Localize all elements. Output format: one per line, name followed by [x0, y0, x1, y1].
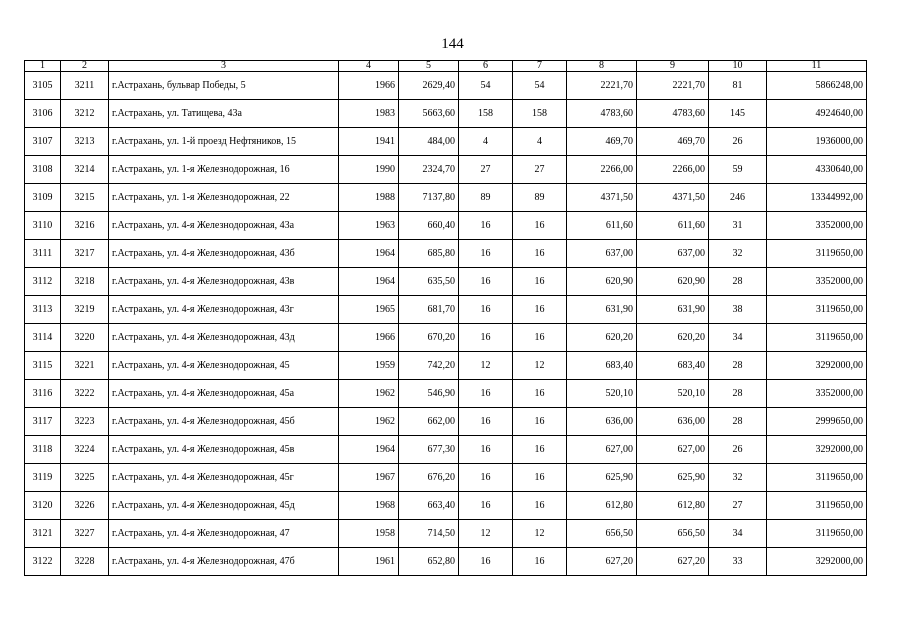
- living-area-alt-cell: 656,50: [637, 520, 709, 548]
- address-cell: г.Астрахань, ул. 4-я Железнодорожная, 45г: [109, 464, 339, 492]
- units-total-cell: 16: [459, 408, 513, 436]
- address-cell: г.Астрахань, ул. 4-я Железнодорожная, 43г: [109, 296, 339, 324]
- living-area-alt-cell: 625,90: [637, 464, 709, 492]
- units-residential-cell: 16: [513, 436, 567, 464]
- year-built-cell: 1964: [339, 240, 399, 268]
- address-cell: г.Астрахань, ул. 4-я Железнодорожная, 45д: [109, 492, 339, 520]
- units-residential-cell: 16: [513, 492, 567, 520]
- column-number: 11: [767, 61, 867, 72]
- address-cell: г.Астрахань, ул. 4-я Железнодорожная, 45в: [109, 436, 339, 464]
- record-id-cell: 3228: [61, 548, 109, 576]
- total-area-cell: 685,80: [399, 240, 459, 268]
- total-area-cell: 2324,70: [399, 156, 459, 184]
- living-area-alt-cell: 637,00: [637, 240, 709, 268]
- total-area-cell: 742,20: [399, 352, 459, 380]
- year-built-cell: 1962: [339, 408, 399, 436]
- living-area-alt-cell: 520,10: [637, 380, 709, 408]
- residents-count-cell: 33: [709, 548, 767, 576]
- address-cell: г.Астрахань, ул. 1-й проезд Нефтяников, 15: [109, 128, 339, 156]
- residents-count-cell: 32: [709, 464, 767, 492]
- units-residential-cell: 16: [513, 408, 567, 436]
- address-cell: г.Астрахань, ул. 4-я Железнодорожная, 45а: [109, 380, 339, 408]
- living-area-cell: 520,10: [567, 380, 637, 408]
- column-number: 2: [61, 61, 109, 72]
- column-number: 9: [637, 61, 709, 72]
- column-number: 5: [399, 61, 459, 72]
- residents-count-cell: 32: [709, 240, 767, 268]
- units-total-cell: 16: [459, 436, 513, 464]
- year-built-cell: 1966: [339, 324, 399, 352]
- total-area-cell: 7137,80: [399, 184, 459, 212]
- units-total-cell: 16: [459, 268, 513, 296]
- residents-count-cell: 246: [709, 184, 767, 212]
- units-total-cell: 54: [459, 72, 513, 100]
- living-area-cell: 636,00: [567, 408, 637, 436]
- table-row: [25, 520, 867, 548]
- total-area-cell: 663,40: [399, 492, 459, 520]
- units-residential-cell: 16: [513, 380, 567, 408]
- address-cell: г.Астрахань, ул. 4-я Железнодорожная, 43в: [109, 268, 339, 296]
- address-cell: г.Астрахань, ул. 4-я Железнодорожная, 43б: [109, 240, 339, 268]
- year-built-cell: 1968: [339, 492, 399, 520]
- living-area-cell: 625,90: [567, 464, 637, 492]
- record-id-cell: 3214: [61, 156, 109, 184]
- address-cell: г.Астрахань, ул. 4-я Железнодорожная, 47: [109, 520, 339, 548]
- residents-count-cell: 26: [709, 436, 767, 464]
- units-total-cell: 27: [459, 156, 513, 184]
- living-area-cell: 4783,60: [567, 100, 637, 128]
- total-area-cell: 546,90: [399, 380, 459, 408]
- record-id-cell: 3213: [61, 128, 109, 156]
- column-number: 3: [109, 61, 339, 72]
- living-area-alt-cell: 627,20: [637, 548, 709, 576]
- year-built-cell: 1963: [339, 212, 399, 240]
- units-residential-cell: 54: [513, 72, 567, 100]
- record-id-cell: 3216: [61, 212, 109, 240]
- living-area-cell: 620,20: [567, 324, 637, 352]
- row-index-cell: 3105: [25, 72, 61, 100]
- record-id-cell: 3212: [61, 100, 109, 128]
- total-area-cell: 5663,60: [399, 100, 459, 128]
- year-built-cell: 1983: [339, 100, 399, 128]
- living-area-cell: 612,80: [567, 492, 637, 520]
- row-index-cell: 3119: [25, 464, 61, 492]
- living-area-alt-cell: 620,90: [637, 268, 709, 296]
- amount-cell: 3119650,00: [767, 296, 867, 324]
- row-index-cell: 3112: [25, 268, 61, 296]
- column-number: 10: [709, 61, 767, 72]
- year-built-cell: 1964: [339, 268, 399, 296]
- amount-cell: 3352000,00: [767, 380, 867, 408]
- address-cell: г.Астрахань, бульвар Победы, 5: [109, 72, 339, 100]
- row-index-cell: 3117: [25, 408, 61, 436]
- amount-cell: 5866248,00: [767, 72, 867, 100]
- total-area-cell: 714,50: [399, 520, 459, 548]
- units-total-cell: 16: [459, 464, 513, 492]
- units-total-cell: 16: [459, 212, 513, 240]
- living-area-cell: 2266,00: [567, 156, 637, 184]
- units-total-cell: 16: [459, 240, 513, 268]
- year-built-cell: 1964: [339, 436, 399, 464]
- living-area-cell: 620,90: [567, 268, 637, 296]
- column-number: 6: [459, 61, 513, 72]
- address-cell: г.Астрахань, ул. 1-я Железнодорожная, 16: [109, 156, 339, 184]
- living-area-alt-cell: 620,20: [637, 324, 709, 352]
- year-built-cell: 1959: [339, 352, 399, 380]
- table-row: [25, 212, 867, 240]
- record-id-cell: 3223: [61, 408, 109, 436]
- row-index-cell: 3113: [25, 296, 61, 324]
- living-area-alt-cell: 2266,00: [637, 156, 709, 184]
- residents-count-cell: 28: [709, 380, 767, 408]
- units-total-cell: 89: [459, 184, 513, 212]
- amount-cell: 1936000,00: [767, 128, 867, 156]
- address-cell: г.Астрахань, ул. 4-я Железнодорожная, 45б: [109, 408, 339, 436]
- total-area-cell: 677,30: [399, 436, 459, 464]
- record-id-cell: 3225: [61, 464, 109, 492]
- row-index-cell: 3121: [25, 520, 61, 548]
- residents-count-cell: 28: [709, 268, 767, 296]
- table-row: [25, 436, 867, 464]
- living-area-cell: 2221,70: [567, 72, 637, 100]
- column-number: 1: [25, 61, 61, 72]
- residents-count-cell: 38: [709, 296, 767, 324]
- units-total-cell: 16: [459, 492, 513, 520]
- amount-cell: 3352000,00: [767, 268, 867, 296]
- row-index-cell: 3111: [25, 240, 61, 268]
- record-id-cell: 3218: [61, 268, 109, 296]
- total-area-cell: 676,20: [399, 464, 459, 492]
- address-cell: г.Астрахань, ул. Татищева, 43а: [109, 100, 339, 128]
- amount-cell: 3119650,00: [767, 492, 867, 520]
- residents-count-cell: 26: [709, 128, 767, 156]
- record-id-cell: 3211: [61, 72, 109, 100]
- units-total-cell: 12: [459, 520, 513, 548]
- year-built-cell: 1990: [339, 156, 399, 184]
- residents-count-cell: 59: [709, 156, 767, 184]
- row-index-cell: 3106: [25, 100, 61, 128]
- table-row: [25, 100, 867, 128]
- units-residential-cell: 16: [513, 324, 567, 352]
- address-cell: г.Астрахань, ул. 1-я Железнодорожная, 22: [109, 184, 339, 212]
- row-index-cell: 3118: [25, 436, 61, 464]
- units-total-cell: 16: [459, 380, 513, 408]
- year-built-cell: 1967: [339, 464, 399, 492]
- residents-count-cell: 31: [709, 212, 767, 240]
- units-residential-cell: 27: [513, 156, 567, 184]
- total-area-cell: 662,00: [399, 408, 459, 436]
- amount-cell: 3119650,00: [767, 520, 867, 548]
- year-built-cell: 1962: [339, 380, 399, 408]
- living-area-alt-cell: 611,60: [637, 212, 709, 240]
- units-total-cell: 12: [459, 352, 513, 380]
- table-row: [25, 240, 867, 268]
- units-total-cell: 16: [459, 324, 513, 352]
- table-body: [25, 61, 867, 576]
- units-residential-cell: 158: [513, 100, 567, 128]
- year-built-cell: 1961: [339, 548, 399, 576]
- record-id-cell: 3217: [61, 240, 109, 268]
- living-area-alt-cell: 2221,70: [637, 72, 709, 100]
- table-row: [25, 128, 867, 156]
- table-row: [25, 268, 867, 296]
- record-id-cell: 3215: [61, 184, 109, 212]
- column-number: 8: [567, 61, 637, 72]
- total-area-cell: 635,50: [399, 268, 459, 296]
- total-area-cell: 670,20: [399, 324, 459, 352]
- amount-cell: 13344992,00: [767, 184, 867, 212]
- units-residential-cell: 16: [513, 212, 567, 240]
- table-row: [25, 548, 867, 576]
- residents-count-cell: 34: [709, 324, 767, 352]
- living-area-alt-cell: 683,40: [637, 352, 709, 380]
- units-residential-cell: 16: [513, 296, 567, 324]
- living-area-alt-cell: 4371,50: [637, 184, 709, 212]
- living-area-alt-cell: 627,00: [637, 436, 709, 464]
- residents-count-cell: 28: [709, 352, 767, 380]
- living-area-cell: 4371,50: [567, 184, 637, 212]
- page-number: 144: [441, 36, 464, 52]
- residents-count-cell: 34: [709, 520, 767, 548]
- total-area-cell: 681,70: [399, 296, 459, 324]
- year-built-cell: 1941: [339, 128, 399, 156]
- total-area-cell: 660,40: [399, 212, 459, 240]
- address-cell: г.Астрахань, ул. 4-я Железнодорожная, 47б: [109, 548, 339, 576]
- living-area-cell: 637,00: [567, 240, 637, 268]
- row-index-cell: 3108: [25, 156, 61, 184]
- record-id-cell: 3221: [61, 352, 109, 380]
- units-residential-cell: 16: [513, 268, 567, 296]
- units-total-cell: 16: [459, 296, 513, 324]
- row-index-cell: 3107: [25, 128, 61, 156]
- amount-cell: 4924640,00: [767, 100, 867, 128]
- residents-count-cell: 145: [709, 100, 767, 128]
- row-index-cell: 3115: [25, 352, 61, 380]
- table-row: [25, 352, 867, 380]
- residents-count-cell: 27: [709, 492, 767, 520]
- total-area-cell: 2629,40: [399, 72, 459, 100]
- housing-register-table: [24, 60, 867, 576]
- year-built-cell: 1988: [339, 184, 399, 212]
- living-area-alt-cell: 631,90: [637, 296, 709, 324]
- record-id-cell: 3219: [61, 296, 109, 324]
- year-built-cell: 1958: [339, 520, 399, 548]
- year-built-cell: 1966: [339, 72, 399, 100]
- row-index-cell: 3122: [25, 548, 61, 576]
- units-residential-cell: 16: [513, 240, 567, 268]
- amount-cell: 3292000,00: [767, 436, 867, 464]
- column-number: 7: [513, 61, 567, 72]
- table-row: [25, 408, 867, 436]
- living-area-cell: 627,00: [567, 436, 637, 464]
- total-area-cell: 652,80: [399, 548, 459, 576]
- address-cell: г.Астрахань, ул. 4-я Железнодорожная, 43а: [109, 212, 339, 240]
- total-area-cell: 484,00: [399, 128, 459, 156]
- living-area-cell: 683,40: [567, 352, 637, 380]
- units-total-cell: 158: [459, 100, 513, 128]
- units-residential-cell: 16: [513, 548, 567, 576]
- row-index-cell: 3110: [25, 212, 61, 240]
- table-row: [25, 72, 867, 100]
- row-index-cell: 3116: [25, 380, 61, 408]
- amount-cell: 3292000,00: [767, 548, 867, 576]
- residents-count-cell: 81: [709, 72, 767, 100]
- table-row: [25, 296, 867, 324]
- living-area-alt-cell: 612,80: [637, 492, 709, 520]
- year-built-cell: 1965: [339, 296, 399, 324]
- address-cell: г.Астрахань, ул. 4-я Железнодорожная, 43д: [109, 324, 339, 352]
- amount-cell: 3119650,00: [767, 240, 867, 268]
- record-id-cell: 3227: [61, 520, 109, 548]
- amount-cell: 3352000,00: [767, 212, 867, 240]
- column-number-row: [25, 61, 867, 72]
- record-id-cell: 3224: [61, 436, 109, 464]
- residents-count-cell: 28: [709, 408, 767, 436]
- units-total-cell: 4: [459, 128, 513, 156]
- amount-cell: 4330640,00: [767, 156, 867, 184]
- units-residential-cell: 16: [513, 464, 567, 492]
- living-area-alt-cell: 4783,60: [637, 100, 709, 128]
- units-residential-cell: 12: [513, 520, 567, 548]
- units-residential-cell: 12: [513, 352, 567, 380]
- address-cell: г.Астрахань, ул. 4-я Железнодорожная, 45: [109, 352, 339, 380]
- row-index-cell: 3109: [25, 184, 61, 212]
- units-residential-cell: 89: [513, 184, 567, 212]
- units-residential-cell: 4: [513, 128, 567, 156]
- amount-cell: 3119650,00: [767, 324, 867, 352]
- amount-cell: 3119650,00: [767, 464, 867, 492]
- table-row: [25, 156, 867, 184]
- units-total-cell: 16: [459, 548, 513, 576]
- table-row: [25, 492, 867, 520]
- table-row: [25, 324, 867, 352]
- living-area-alt-cell: 469,70: [637, 128, 709, 156]
- row-index-cell: 3114: [25, 324, 61, 352]
- record-id-cell: 3222: [61, 380, 109, 408]
- living-area-cell: 631,90: [567, 296, 637, 324]
- amount-cell: 3292000,00: [767, 352, 867, 380]
- amount-cell: 2999650,00: [767, 408, 867, 436]
- living-area-cell: 656,50: [567, 520, 637, 548]
- table-row: [25, 184, 867, 212]
- living-area-alt-cell: 636,00: [637, 408, 709, 436]
- table-row: [25, 380, 867, 408]
- table-row: [25, 464, 867, 492]
- column-number: 4: [339, 61, 399, 72]
- living-area-cell: 627,20: [567, 548, 637, 576]
- row-index-cell: 3120: [25, 492, 61, 520]
- record-id-cell: 3226: [61, 492, 109, 520]
- living-area-cell: 611,60: [567, 212, 637, 240]
- record-id-cell: 3220: [61, 324, 109, 352]
- living-area-cell: 469,70: [567, 128, 637, 156]
